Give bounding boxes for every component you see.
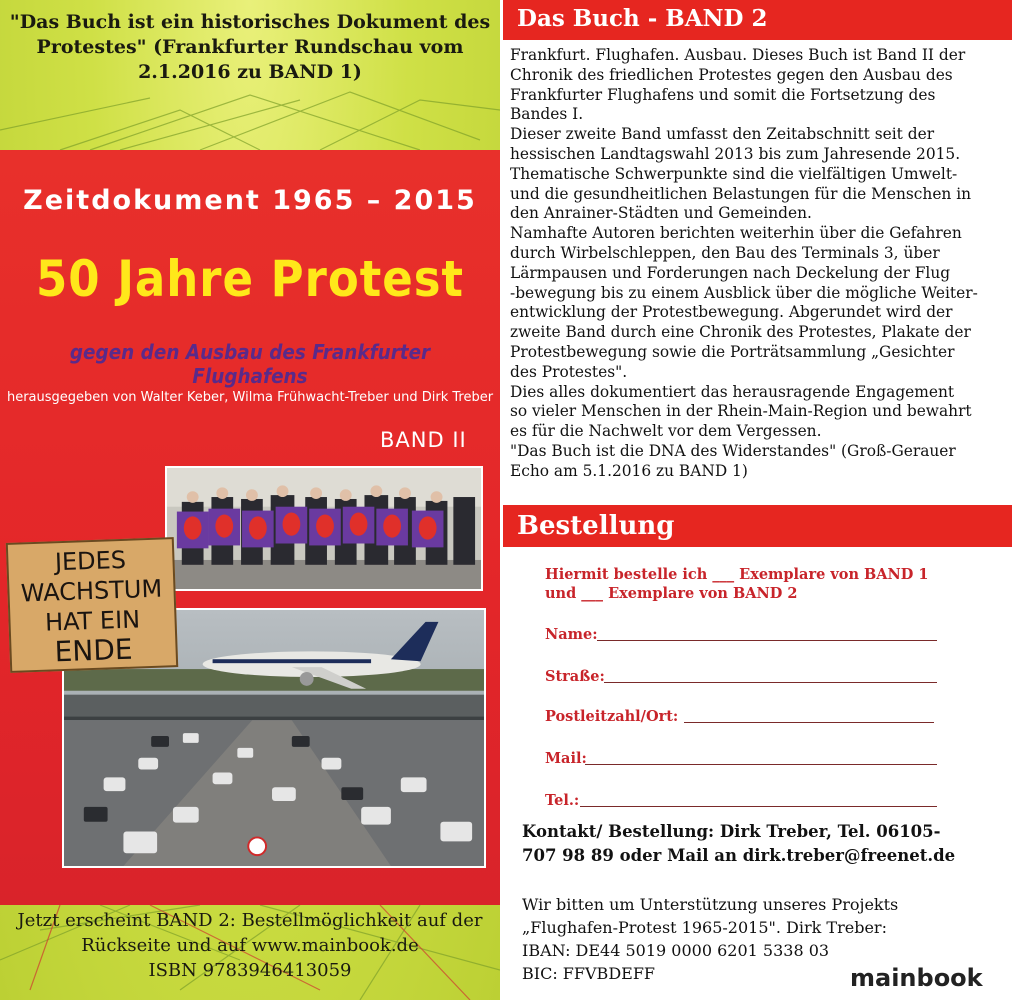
bic: BIC: FFVBDEFF — [522, 964, 656, 983]
cover-band-label: BAND II — [380, 428, 467, 452]
name-field[interactable] — [597, 640, 937, 641]
desc-line: Lärmpausen und Forderungen nach Deckelung der Flug — [510, 263, 951, 282]
cover-period: Zeitdokument 1965 – 2015 — [23, 185, 477, 216]
order-heading-bar — [503, 505, 1012, 547]
placard-line: JEDES — [54, 545, 127, 577]
cover-bottom-note — [0, 908, 500, 983]
desc-line: Dieser zweite Band umfasst den Zeitabschnitt seit der — [510, 125, 935, 144]
book-heading: Das Buch - BAND 2 — [517, 5, 768, 32]
desc-line: und die gesundheitlichen Belastungen für die Menschen in — [510, 184, 972, 203]
contact-line: Kontakt/ Bestellung: Dirk Treber, Tel. 06105- — [522, 822, 941, 841]
iban: IBAN: DE44 5019 0000 6201 5338 03 — [522, 941, 830, 960]
placard-line: HAT EIN — [44, 605, 141, 637]
desc-line: Thematische Schwerpunkte sind die vielfältigen Umwelt- — [510, 164, 958, 183]
placard-line: WACHSTUM — [20, 574, 163, 608]
publisher-logo: mainbook — [850, 964, 983, 992]
desc-line: Namhafte Autoren berichten weiterhin über die Gefahren — [510, 224, 962, 243]
quote-line: Protestes" (Frankfurter Rundschau vom — [36, 36, 464, 58]
book-description — [510, 46, 1000, 482]
placard-line: ENDE — [54, 632, 134, 669]
desc-line: Chronik des friedlichen Protestes gegen den Ausbau des — [510, 65, 953, 84]
book-heading-bar — [503, 0, 1012, 40]
order-line-band2: und ___ Exemplare von BAND 2 — [545, 585, 798, 602]
note-line: ISBN 9783946413059 — [148, 960, 352, 981]
street-label: Straße: — [545, 668, 605, 685]
desc-line: durch Wirbelschleppen, den Bau des Terminals 3, über — [510, 243, 940, 262]
cover-top-quote — [0, 10, 500, 85]
note-line: Rückseite und auf www.mainbook.de — [81, 935, 419, 956]
phone-label: Tel.: — [545, 792, 580, 809]
cover-title: 50 Jahre Protest — [35, 250, 465, 308]
desc-line: zweite Band durch eine Chronik des Protestes, Plakate der — [510, 323, 971, 342]
desc-line: so vieler Menschen in der Rhein-Main-Region und bewahrt — [510, 402, 972, 421]
desc-line: Protestbewegung sowie die Porträtsammlung „Gesichter — [510, 342, 955, 361]
street-field[interactable] — [604, 682, 937, 683]
desc-line: Echo am 5.1.2016 zu BAND 1) — [510, 461, 748, 480]
postal-city-label: Postleitzahl/Ort: — [545, 708, 679, 725]
desc-line: den Anrainer-Städten und Gemeinden. — [510, 204, 812, 223]
desc-line: Bandes I. — [510, 105, 584, 124]
support-line: „Flughafen-Protest 1965-2015". Dirk Treber: — [522, 918, 887, 937]
support-line: Wir bitten um Unterstützung unseres Projekts — [522, 895, 899, 914]
book-cover — [0, 0, 500, 1000]
desc-line: entwicklung der Protestbewegung. Abgerundet wird der — [510, 303, 953, 322]
desc-line: Frankfurt. Flughafen. Ausbau. Dieses Buch ist Band II der — [510, 46, 966, 64]
desc-line: Frankfurter Flughafens und somit die Fortsetzung des — [510, 85, 936, 104]
order-heading: Bestellung — [517, 511, 675, 541]
desc-line: es für die Nachwelt vor dem Vergessen. — [510, 422, 822, 441]
desc-line: hessischen Landtagswahl 2013 bis zum Jahresende 2015. — [510, 144, 961, 163]
note-line: Jetzt erscheint BAND 2: Bestellmöglichkeit auf der — [17, 910, 483, 931]
desc-line: "Das Buch ist die DNA des Widerstandes" (Groß-Gerauer — [510, 441, 956, 460]
quote-line: "Das Buch ist ein historisches Dokument des — [9, 11, 491, 33]
cover-subtitle: gegen den Ausbau des Frankfurter Flughafens — [69, 340, 431, 388]
protest-placard — [6, 537, 178, 673]
mail-label: Mail: — [545, 750, 587, 767]
desc-line: des Protestes". — [510, 362, 628, 381]
name-label: Name: — [545, 626, 598, 643]
cover-editors: herausgegeben von Walter Keber, Wilma Frühwacht-Treber und Dirk Treber — [6, 390, 494, 405]
desc-line: Dies alles dokumentiert das herausragende Engagement — [510, 382, 955, 401]
quote-line: 2.1.2016 zu BAND 1) — [138, 61, 362, 83]
protest-photo — [165, 466, 483, 591]
desc-line: -bewegung bis zu einem Ausblick über die mögliche Weiter- — [510, 283, 978, 302]
phone-field[interactable] — [580, 806, 937, 807]
postal-city-field[interactable] — [684, 722, 934, 723]
contact-line: 707 98 89 oder Mail an dirk.treber@freenet.de — [522, 846, 956, 865]
order-line-band1: Hiermit bestelle ich ___ Exemplare von BAND 1 — [545, 566, 929, 583]
mail-field[interactable] — [585, 764, 937, 765]
contact-info — [522, 820, 1002, 868]
